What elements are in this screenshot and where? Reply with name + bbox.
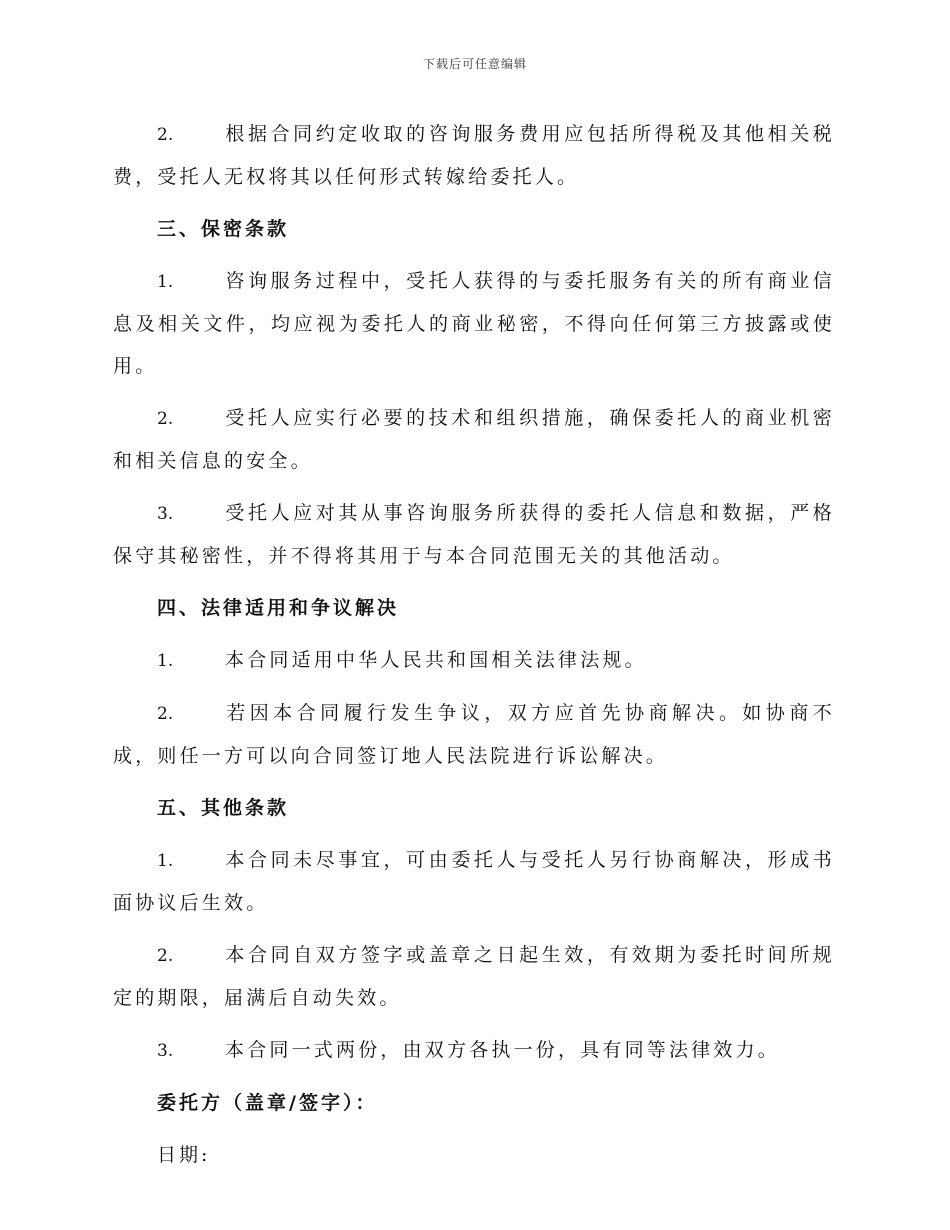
- section-heading-confidentiality: 三、保密条款: [157, 218, 290, 240]
- clause-text: 本合同未尽事宜，可由委托人与受托人另行协商解决，形成书面协议后生效。: [113, 849, 835, 914]
- clause-3-2: [113, 397, 835, 482]
- clause-number: 3.: [157, 1041, 174, 1061]
- clause-text: 受托人应对其从事咨询服务所获得的委托人信息和数据，严格保守其秘密性，并不得将其用于与本合同范围无关的其他活动。: [113, 502, 835, 567]
- clause-5-2: [113, 934, 835, 1019]
- clause-text: 本合同一式两份，由双方各执一份，具有同等法律效力。: [225, 1039, 781, 1061]
- section-heading-other: 五、其他条款: [157, 797, 290, 819]
- date-label: 日期:: [157, 1144, 211, 1166]
- clause-3-1: [113, 260, 835, 387]
- clause-text: 根据合同约定收取的咨询服务费用应包括所得税及其他相关税费，受托人无权将其以任何形式转嫁给委托人。: [113, 123, 835, 188]
- document-body: [113, 113, 835, 1186]
- clause-number: 1.: [157, 272, 174, 292]
- clause-text: 受托人应实行必要的技术和组织措施，确保委托人的商业机密和相关信息的安全。: [113, 407, 835, 472]
- clause-3-3: [113, 492, 835, 577]
- clause-text: 本合同自双方签字或盖章之日起生效，有效期为委托时间所规定的期限，届满后自动失效。: [113, 944, 835, 1009]
- clause-text: 本合同适用中华人民共和国相关法律法规。: [225, 649, 647, 671]
- clause-number: 1.: [157, 651, 174, 671]
- clause-4-1: [113, 639, 835, 682]
- clause-number: 2.: [157, 704, 174, 724]
- clause-number: 2.: [157, 125, 174, 145]
- clause-number: 2.: [157, 409, 174, 429]
- clause-5-1: [113, 839, 835, 924]
- clause-number: 2.: [157, 946, 174, 966]
- clause-5-3: [113, 1029, 835, 1072]
- clause-text: 若因本合同履行发生争议，双方应首先协商解决。如协商不成，则任一方可以向合同签订地人民法院进行诉讼解决。: [113, 702, 835, 767]
- clause-text: 咨询服务过程中，受托人获得的与委托服务有关的所有商业信息及相关文件，均应视为委托人的商业秘密，不得向任何第三方披露或使用。: [113, 270, 835, 377]
- clause-number: 1.: [157, 851, 174, 871]
- header-note: 下载后可任意编辑: [422, 57, 527, 71]
- clause-number: 3.: [157, 504, 174, 524]
- principal-signature-label: 委托方（盖章/签字）：: [157, 1092, 378, 1114]
- clause-2-2: [113, 113, 835, 198]
- section-heading-law: 四、法律适用和争议解决: [157, 597, 400, 619]
- clause-4-2: [113, 692, 835, 777]
